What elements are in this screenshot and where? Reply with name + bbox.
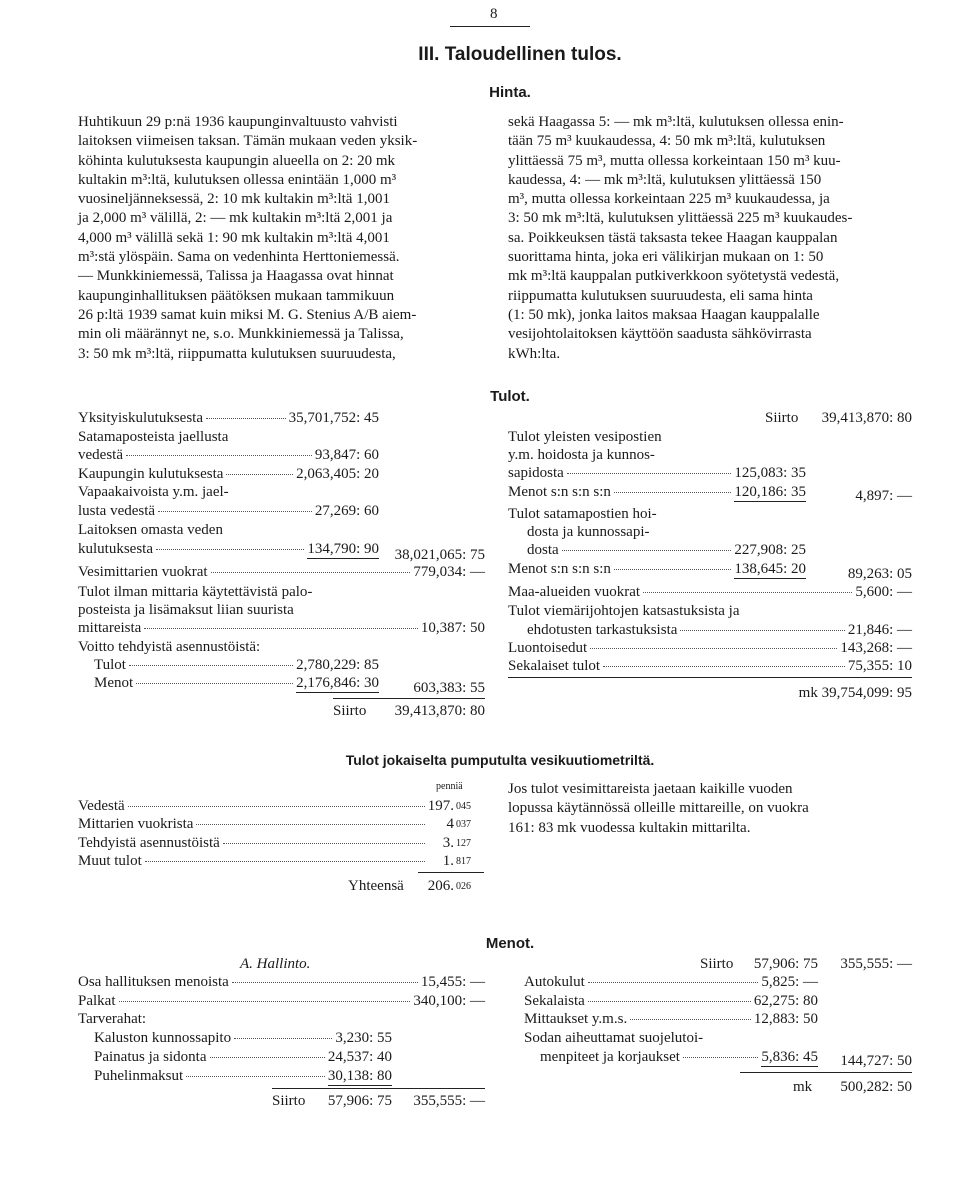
- intro-left: [78, 113, 488, 364]
- intro-right-line: kWh:lta.: [508, 345, 561, 362]
- per-m3-dec: 037: [456, 819, 471, 830]
- intro-left-line: — Munkkiniemessä, Talissa ja Haagassa ovat hinnat: [78, 268, 394, 285]
- per-m3-int: 1.: [442, 853, 454, 869]
- intro-right-line: 3: 50 mk m³:ltä, kulutuksen ylittäessä 225 m³ kuukaudes-: [508, 210, 853, 227]
- per-m3-rule: [418, 872, 484, 873]
- income-row: sapidosta 125,083: 35: [508, 465, 806, 481]
- income-row: Vesimittarien vuokrat 779,034: —: [78, 564, 485, 580]
- per-m3-total-label: Yhteensä: [348, 878, 404, 894]
- income-subtotal: 603,383: 55: [413, 680, 485, 696]
- intro-left-line: 3: 50 mk m³:ltä, riippumatta kulutuksen suuruudesta,: [78, 345, 396, 362]
- per-m3-total-int: 206.: [427, 878, 454, 894]
- income-row: dosta 227,908: 25: [527, 542, 806, 558]
- per-m3-int: 4: [446, 816, 454, 832]
- per-m3-dec: 817: [456, 856, 471, 867]
- intro-left-line: ja 2,000 m³ välillä, 2: — mk kultakin m³:ltä 2,001 ja: [78, 210, 393, 227]
- intro-right-line: (1: 50 mk), jonka laitos maksaa Haagan kauppalalle: [508, 306, 820, 323]
- intro-left-line: 26 p:ltä 1939 samat kuin miksi M. G. Stenius A/B aiem-: [78, 306, 417, 323]
- income-row: Menot s:n s:n s:n 138,645: 20: [508, 561, 806, 577]
- expenses-r-siirto-v2: 355,555: —: [840, 956, 912, 972]
- intro-right-line: ylittäessä 75 m³, mutta ollessa korkeintaan 150 m³ kuu-: [508, 152, 841, 169]
- expense-row: menpiteet ja korjaukset 5,836: 45: [540, 1049, 818, 1065]
- per-m3-unit: penniä: [436, 781, 463, 792]
- expenses-sub-a: A. Hallinto.: [240, 956, 311, 972]
- expenses-r-siirto-v1: 57,906: 75: [753, 956, 818, 972]
- income-row: Kaupungin kulutuksesta 2,063,405: 20: [78, 466, 379, 482]
- income-text: Tulot viemärijohtojen katsastuksista ja: [508, 603, 740, 619]
- expenses-sub-total: 144,727: 50: [840, 1053, 912, 1069]
- income-siirto-value: 39,413,870: 80: [394, 703, 485, 719]
- per-m3-note-line: lopussa käytännössä olleille mittareille, on vuokra: [508, 800, 809, 817]
- income-row: Tulot 2,780,229: 85: [94, 657, 379, 673]
- intro-left-line: min oli määrännyt ne, s.o. Munkkiniemessä ja Talissa,: [78, 326, 404, 343]
- expense-row: Puhelinmaksut 30,138: 80: [94, 1068, 392, 1084]
- intro-right-line: tään 75 m³ kuukaudessa, 4: 50 mk m³:ltä, kulutuksen: [508, 133, 826, 150]
- per-m3-row: Mittarien vuokrista: [78, 815, 428, 833]
- per-m3-heading: Tulot jokaiselta pumputulta vesikuutiometriltä.: [345, 752, 655, 768]
- income-net: 89,263: 05: [847, 566, 912, 582]
- income-text: Laitoksen omasta veden: [78, 522, 223, 538]
- intro-right-line: vesijohtolaitoksen käyttöön saadusta sähkövirrasta: [508, 326, 812, 343]
- income-row: vedestä 93,847: 60: [78, 447, 379, 463]
- intro-left-line: kaupunginhallituksen päätöksen mukaan tammikuun: [78, 287, 395, 304]
- income-text: Tulot yleisten vesipostien: [508, 429, 662, 445]
- income-row: Luontoisedut 143,268: —: [508, 640, 912, 656]
- intro-left-line: vuosineljänneksessä, 2: 10 mk kultakin m³:ltä 1,001: [78, 191, 390, 208]
- income-text: Tulot satamapostien hoi-: [508, 506, 657, 522]
- intro-left-line: kultakin m³:ltä, kulutuksen ollessa enintään 1,000 m³: [78, 171, 397, 188]
- price-heading: Hinta.: [489, 84, 531, 101]
- expense-text: Tarverahat:: [78, 1011, 147, 1027]
- per-m3-total-dec: 026: [456, 881, 471, 892]
- intro-right-line: sa. Poikkeuksen tästä taksasta tekee Haagan kauppalan: [508, 229, 838, 246]
- income-r-siirto-label: Siirto: [765, 410, 799, 426]
- expense-row: Painatus ja sidonta 24,537: 40: [94, 1049, 392, 1065]
- income-text: posteista ja lisämaksut liian suurista: [78, 602, 294, 618]
- per-m3-row: Muut tulot: [78, 852, 428, 870]
- expense-row: Kaluston kunnossapito 3,230: 55: [94, 1030, 392, 1046]
- income-text: Tulot ilman mittaria käytettävistä palo-: [78, 584, 313, 600]
- expenses-r-siirto-label: Siirto: [700, 956, 734, 972]
- expense-row: Mittaukset y.m.s. 12,883: 50: [524, 1011, 818, 1027]
- expense-row: Palkat 340,100: —: [78, 993, 485, 1009]
- expense-right-rule: [740, 1072, 912, 1073]
- per-m3-note: [508, 780, 918, 838]
- income-row: Sekalaiset tulot 75,355: 10: [508, 658, 912, 674]
- intro-right-line: mk m³:ltä kauppalan putkiverkkoon syötetystä vedestä,: [508, 268, 840, 285]
- intro-left-line: 4,000 m³ välillä sekä 1: 90 mk kultakin m³:ltä 4,001: [78, 229, 390, 246]
- income-row: Menot 2,176,846: 30: [94, 675, 379, 691]
- expenses-heading: Menot.: [485, 935, 535, 952]
- per-m3-dec: 127: [456, 838, 471, 849]
- income-text: Vapaakaivoista y.m. jael-: [78, 484, 229, 500]
- income-net: 4,897: —: [855, 488, 912, 504]
- income-row: Menot s:n s:n s:n 120,186: 35: [508, 484, 806, 500]
- intro-right: [508, 113, 918, 364]
- income-row: ehdotusten tarkastuksista 21,846: —: [527, 622, 912, 638]
- intro-left-line: Huhtikuun 29 p:nä 1936 kaupunginvaltuusto vahvisti: [78, 114, 398, 130]
- per-m3-row: Vedestä: [78, 797, 428, 815]
- expenses-siirto-v1: 57,906: 75: [327, 1093, 392, 1109]
- expense-row: Autokulut 5,825: —: [524, 974, 818, 990]
- section-title: III. Taloudellinen tulos.: [418, 44, 622, 65]
- income-text: Voitto tehdyistä asennustöistä:: [78, 639, 261, 655]
- page-number: 8: [490, 6, 498, 22]
- intro-right-line: kaudessa, 4: — mk m³:ltä, kulutuksen ylittäessä 150: [508, 171, 822, 188]
- intro-left-line: m³:stä ylöspäin. Sama on vedenhinta Herttoniemessä.: [78, 249, 400, 266]
- intro-right-line: sekä Haagassa 5: — mk m³:ltä, kulutuksen ollessa enin-: [508, 114, 844, 130]
- intro-left-line: köhinta kulutuksesta kaupungin alueella on 2: 20 mk: [78, 152, 396, 169]
- income-siirto-label: Siirto: [333, 703, 367, 719]
- expenses-siirto-label: Siirto: [272, 1093, 306, 1109]
- income-text: Satamaposteista jaellusta: [78, 429, 229, 445]
- income-row: mittareista 10,387: 50: [78, 620, 485, 636]
- intro-left-line: laitoksen viimeisen taksan. Tämän mukaan veden yksik-: [78, 133, 418, 150]
- expense-row: Sekalaista 62,275: 80: [524, 993, 818, 1009]
- per-m3-row: Tehdyistä asennustöistä: [78, 834, 428, 852]
- per-m3-note-line: Jos tulot vesimittareista jaetaan kaikille vuoden: [508, 781, 793, 797]
- intro-right-line: riippumatta kulutuksen suuruudesta, eli sama hinta: [508, 287, 813, 304]
- header-rule: [450, 26, 530, 27]
- expenses-total-mk: mk: [793, 1079, 813, 1095]
- per-m3-dec: 045: [456, 801, 471, 812]
- income-subtotal: 38,021,065: 75: [394, 547, 485, 563]
- expense-row: Osa hallituksen menoista 15,455: —: [78, 974, 485, 990]
- income-row: Maa-alueiden vuokrat 5,600: —: [508, 584, 912, 600]
- per-m3-note-line: 161: 83 mk vuodessa kultakin mittarilta.: [508, 819, 751, 836]
- income-total: mk 39,754,099: 95: [798, 685, 912, 701]
- per-m3-int: 197.: [427, 798, 454, 814]
- intro-right-line: suorittama hinta, joka eri välikirjan mukaan on 1: 50: [508, 249, 824, 266]
- intro-right-line: m³, mutta ollessa korkeintaan 225 m³ kuukaudessa, ja: [508, 191, 830, 208]
- income-total-rule: [333, 698, 485, 699]
- income-text: y.m. hoidosta ja kunnos-: [508, 447, 655, 463]
- expenses-siirto-v2: 355,555: —: [413, 1093, 485, 1109]
- income-r-siirto-value: 39,413,870: 80: [821, 410, 912, 426]
- expenses-total: 500,282: 50: [840, 1079, 912, 1095]
- income-right-rule: [508, 677, 912, 678]
- per-m3-int: 3.: [442, 835, 454, 851]
- income-row: lusta vedestä 27,269: 60: [78, 503, 379, 519]
- expense-text: Sodan aiheuttamat suojelutoi-: [524, 1030, 704, 1046]
- income-heading: Tulot.: [490, 388, 530, 405]
- income-text: dosta ja kunnossapi-: [527, 524, 650, 540]
- expense-rule: [272, 1088, 485, 1089]
- income-row: kulutuksesta 134,790: 90: [78, 541, 379, 557]
- income-row: Yksityiskulutuksesta 35,701,752: 45: [78, 410, 379, 426]
